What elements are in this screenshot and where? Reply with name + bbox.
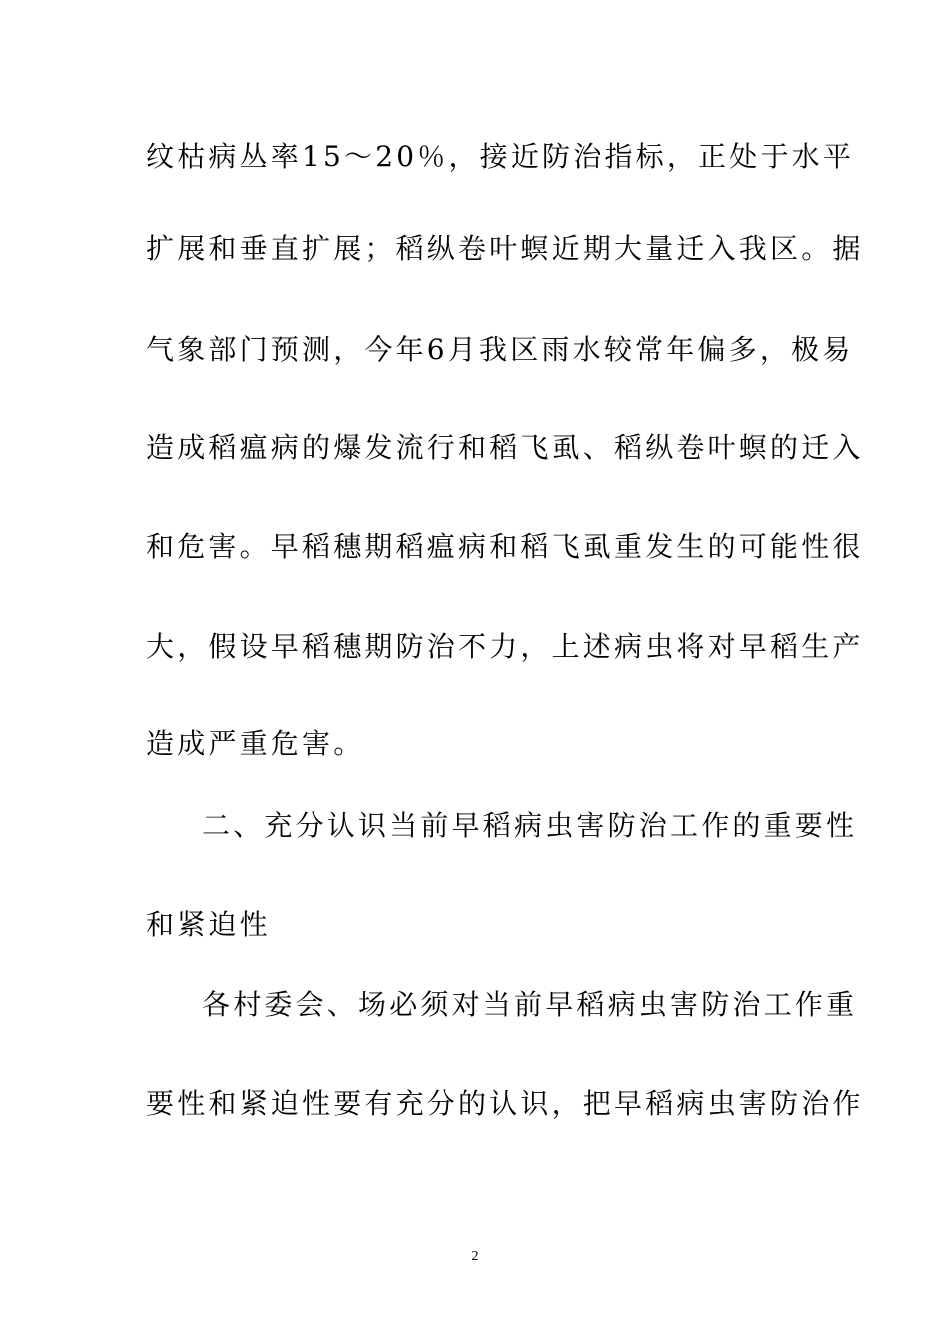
body-text-line: 纹枯病丛率15～20％，接近防治指标，正处于水平 [146,140,855,173]
section-heading-line: 二、充分认识当前早稻病虫害防治工作的重要性 [202,809,858,842]
body-text-line: 各村委会、场必须对当前早稻病虫害防治工作重 [202,988,858,1021]
page-number: 2 [471,1249,479,1264]
body-text-line: 扩展和垂直扩展；稻纵卷叶螟近期大量迁入我区。据 [146,232,864,265]
section-heading-line: 和紧迫性 [146,908,271,941]
body-text-line: 大，假设早稻穗期防治不力，上述病虫将对早稻生产 [146,630,864,663]
body-text-line: 造成稻瘟病的爆发流行和稻飞虱、稻纵卷叶螟的迁入 [146,431,864,464]
body-text-line: 造成严重危害。 [146,727,365,760]
body-text-line: 气象部门预测，今年6月我区雨水较常年偏多，极易 [146,333,854,366]
body-text-line: 要性和紧迫性要有充分的认识，把早稻病虫害防治作 [146,1087,864,1120]
body-text-line: 和危害。早稻穗期稻瘟病和稻飞虱重发生的可能性很 [146,530,864,563]
